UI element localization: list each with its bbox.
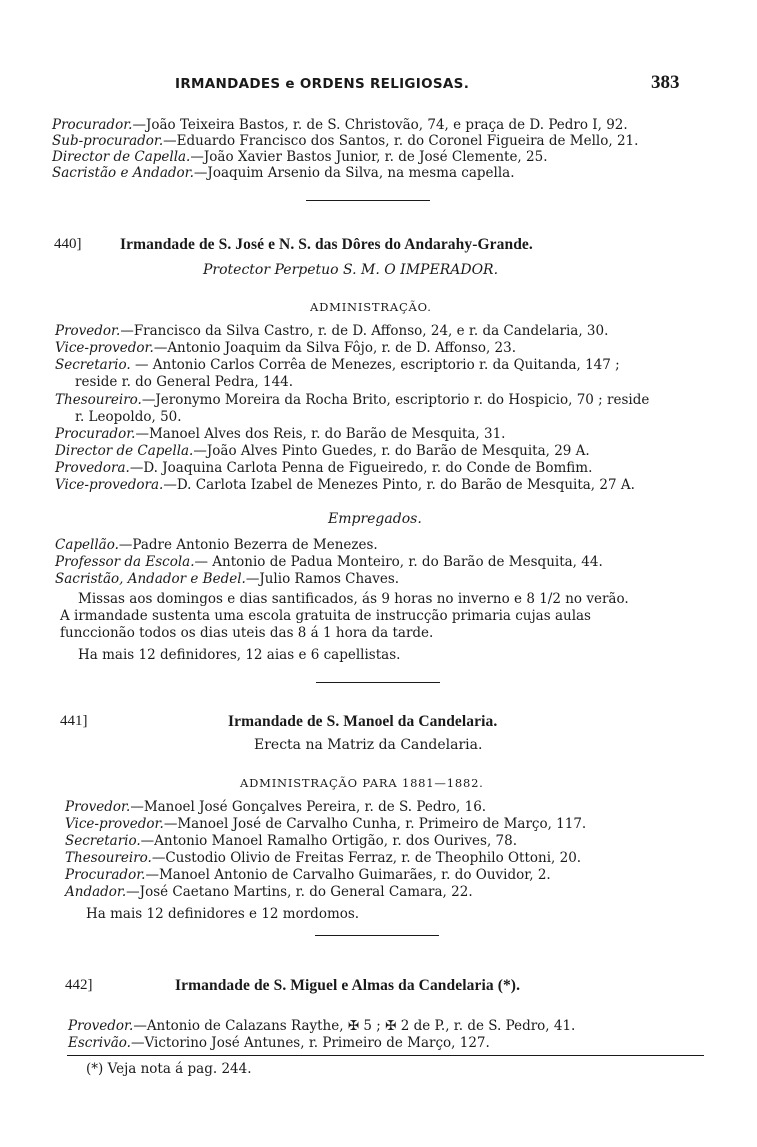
section-number: 442] (65, 977, 93, 993)
admin-heading: ADMINISTRAÇÃO. (310, 300, 432, 314)
entry-line: Provedor.—Manoel José Gonçalves Pereira, r. de S. Pedro, 16. (65, 799, 487, 815)
entry-line: Thesoureiro.—Jeronymo Moreira da Rocha Brito, escriptorio r. do Hospicio, 70 ; reside (55, 392, 650, 408)
note-line: Missas aos domingos e dias santificados, ás 9 horas no inverno e 8 1/2 no verão. (78, 591, 629, 607)
section-number: 440] (54, 236, 82, 252)
entry-line: Vice-provedor.—Antonio Joaquim da Silva Fôjo, r. de D. Affonso, 23. (55, 340, 516, 356)
entry-line: Provedor.—Francisco da Silva Castro, r. de D. Affonso, 24, e r. da Candelaria, 30. (55, 323, 609, 339)
protector-line: Protector Perpetuo S. M. O IMPERADOR. (203, 262, 499, 278)
section-divider (316, 682, 440, 683)
entry-line: Andador.—José Caetano Martins, r. do General Camara, 22. (65, 884, 473, 900)
running-header: IRMANDADES e ORDENS RELIGIOSAS. (175, 76, 470, 92)
note-line: funccionão todos os dias uteis das 8 á 1 hora da tarde. (60, 625, 434, 641)
admin-heading: ADMINISTRAÇÃO PARA 1881—1882. (240, 776, 484, 790)
entry-line: r. Leopoldo, 50. (75, 409, 182, 425)
entry-line: Vice-provedor.—Manoel José de Carvalho Cunha, r. Primeiro de Março, 117. (65, 816, 587, 832)
entry-line: Professor da Escola.— Antonio de Padua Monteiro, r. do Barão de Mesquita, 44. (55, 554, 603, 570)
section-divider (306, 200, 430, 201)
entry-line: Director de Capella.—João Alves Pinto Guedes, r. do Barão de Mesquita, 29 A. (55, 443, 590, 459)
entry-line: Provedora.—D. Joaquina Carlota Penna de Figueiredo, r. do Conde de Bomfim. (55, 460, 593, 476)
entry-line: Escrivão.—Victorino José Antunes, r. Primeiro de Março, 127. (68, 1035, 490, 1051)
entry-line: Sub-procurador.—Eduardo Francisco dos Santos, r. do Coronel Figueira de Mello, 21. (52, 133, 639, 149)
entry-line: Procurador.—Manoel Alves dos Reis, r. do Barão de Mesquita, 31. (55, 426, 506, 442)
entry-line: Vice-provedora.—D. Carlota Izabel de Menezes Pinto, r. do Barão de Mesquita, 27 A. (55, 477, 635, 493)
entry-line: reside r. do General Pedra, 144. (75, 374, 294, 390)
section-number: 441] (60, 713, 88, 729)
section-title: Irmandade de S. Miguel e Almas da Candelaria (*). (175, 977, 521, 994)
section-subtitle: Erecta na Matriz da Candelaria. (254, 737, 483, 753)
employees-heading: Empregados. (328, 511, 422, 527)
entry-line: Procurador.—João Teixeira Bastos, r. de S. Christovão, 74, e praça de D. Pedro I, 92. (52, 117, 628, 133)
entry-line: Thesoureiro.—Custodio Olivio de Freitas Ferraz, r. de Theophilo Ottoni, 20. (65, 850, 582, 866)
entry-line: Secretario.—Antonio Manoel Ramalho Ortigão, r. dos Ourives, 78. (65, 833, 518, 849)
entry-line: Capellão.—Padre Antonio Bezerra de Menezes. (55, 537, 378, 553)
page-number: 383 (651, 72, 680, 93)
entry-line: Procurador.—Manoel Antonio de Carvalho Guimarães, r. do Ouvidor, 2. (65, 867, 551, 883)
entry-line: Secretario. — Antonio Carlos Corrêa de Menezes, escriptorio r. da Quitanda, 147 ; (55, 357, 620, 373)
entry-line: Provedor.—Antonio de Calazans Raythe, ✠ 5 ; ✠ 2 de P., r. de S. Pedro, 41. (68, 1018, 576, 1034)
entry-line: Sacristão, Andador e Bedel.—Julio Ramos Chaves. (55, 571, 400, 587)
footnote: (*) Veja nota á pag. 244. (86, 1061, 252, 1077)
section-divider (315, 935, 439, 936)
note-line: A irmandade sustenta uma escola gratuita de instrucção primaria cujas aulas (60, 608, 591, 624)
note-line: Ha mais 12 definidores e 12 mordomos. (86, 906, 360, 922)
section-title: Irmandade de S. Manoel da Candelaria. (228, 713, 498, 730)
entry-line: Sacristão e Andador.—Joaquim Arsenio da Silva, na mesma capella. (52, 165, 515, 181)
section-title: Irmandade de S. José e N. S. das Dôres do Andarahy-Grande. (120, 236, 533, 253)
entry-line: Director de Capella.—João Xavier Bastos Junior, r. de José Clemente, 25. (52, 149, 548, 165)
note-line: Ha mais 12 definidores, 12 aias e 6 capellistas. (78, 647, 401, 663)
footnote-rule (67, 1055, 704, 1056)
